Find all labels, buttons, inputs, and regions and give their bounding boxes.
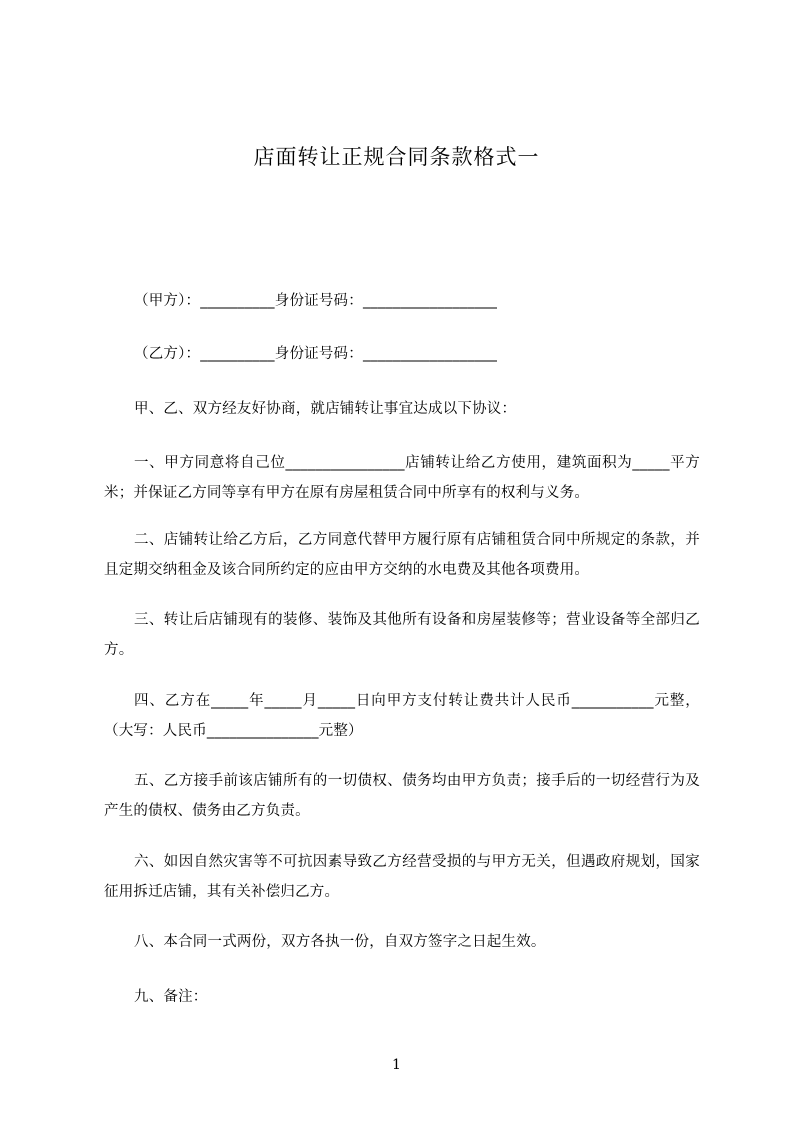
clause-2: 二、店铺转让给乙方后，乙方同意代替甲方履行原有店铺租赁合同中所规定的条款，并且定期交纳租金及该合同所约定的应由甲方交纳的水电费及其他各项费用。 [104,532,700,578]
intro-paragraph: 甲、乙、双方经友好协商，就店铺转让事宜达成以下协议： [134,401,517,417]
clause-9-remarks: 九、备注： [134,989,208,1005]
page-number: 1 [392,1057,401,1073]
clause-8: 八、本合同一式两份，双方各执一份，自双方签字之日起生效。 [134,934,546,950]
clause-1: 一、甲方同意将自己位________________店铺转让给乙方使用，建筑面积为_____平方米；并保证乙方同等享有甲方在原有房屋租赁合同中所享有的权利与义务。 [104,455,700,501]
document-title: 店面转让正规合同条款格式一 [253,145,540,169]
party-b-line: （乙方）：__________身份证号码：__________________ [134,346,498,362]
party-a-line: （甲方）：__________身份证号码：__________________ [134,293,498,309]
clause-4: 四、乙方在_____年_____月_____日向甲方支付转让费共计人民币___________元整，（大写：人民币_______________元整） [104,693,700,739]
clause-3: 三、转让后店铺现有的装修、装饰及其他所有设备和房屋装修等；营业设备等全部归乙方。 [104,612,700,658]
clause-5: 五、乙方接手前该店铺所有的一切债权、债务均由甲方负责；接手后的一切经营行为及产生的债权、债务由乙方负责。 [104,773,700,819]
clause-6: 六、如因自然灾害等不可抗因素导致乙方经营受损的与甲方无关，但遇政府规划，国家征用拆迁店铺，其有关补偿归乙方。 [104,854,700,900]
